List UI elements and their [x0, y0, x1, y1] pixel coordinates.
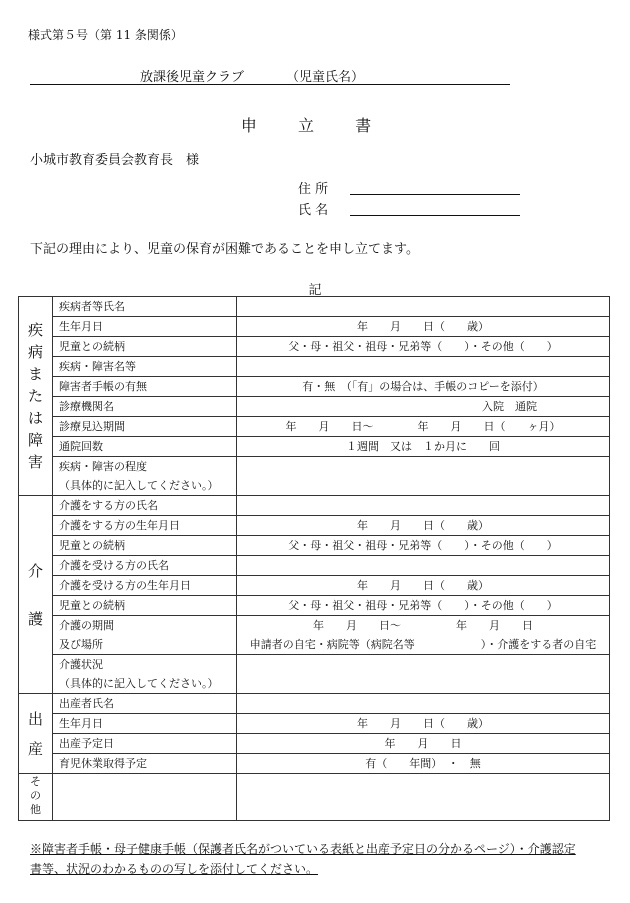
row-label: 生年月日 [53, 317, 237, 337]
row-value[interactable]: 父・母・祖父・祖母・兄弟等（ ）・その他（ ） [237, 596, 610, 616]
row-value[interactable]: 年 月 日 [237, 734, 610, 754]
row-label: 介護の期間 [53, 616, 237, 636]
table-row [19, 774, 610, 821]
row-label: 介護をする方の氏名 [53, 496, 237, 516]
name-field[interactable] [298, 199, 342, 218]
address-underline [350, 194, 520, 195]
name-underline [350, 215, 520, 216]
table-row [19, 417, 610, 437]
table-row [19, 655, 610, 675]
row-label: 生年月日 [53, 714, 237, 734]
table-row [19, 357, 610, 377]
row-label: 介護を受ける方の生年月日 [53, 576, 237, 596]
row-label: 及び場所 [53, 635, 237, 655]
row-label: 疾病・障害の程度 [53, 457, 237, 477]
row-label: 育児休業取得予定 [53, 754, 237, 774]
table-row [19, 397, 610, 417]
row-value[interactable]: 有（ 年間） ・ 無 [237, 754, 610, 774]
club-child-line[interactable] [30, 68, 510, 85]
table-row [19, 317, 610, 337]
table-row [19, 377, 610, 397]
care-period-value[interactable]: 年 月 日～ 年 月 日 [237, 616, 610, 636]
row-value[interactable]: 年 月 日（ 歳） [237, 714, 610, 734]
table-row [19, 297, 610, 317]
row-label: 児童との続柄 [53, 536, 237, 556]
table-row [19, 694, 610, 714]
footnote-line-1: ※障害者手帳・母子健康手帳（保護者氏名がついている表紙と出産予定日の分かるページ）・介護認定 [30, 842, 576, 856]
illness-section-label: 疾病または障害 [19, 297, 53, 496]
row-value[interactable]: 入院 通院 [237, 397, 610, 417]
table-row [19, 496, 610, 516]
table-row [19, 635, 610, 655]
footnote [30, 839, 610, 879]
form-number: 様式第５号（第 11 条関係） [28, 28, 183, 42]
row-value[interactable] [237, 496, 610, 516]
row-value[interactable]: 父・母・祖父・祖母・兄弟等（ ）・その他（ ） [237, 337, 610, 357]
row-label: （具体的に記入してください。） [53, 476, 237, 496]
table-row [19, 576, 610, 596]
page-title: 申 立 書 [240, 116, 390, 135]
name-label: 氏 名 [298, 203, 329, 218]
table-row [19, 556, 610, 576]
row-value[interactable]: 年 月 日（ 歳） [237, 516, 610, 536]
application-table [18, 296, 610, 821]
row-label: 疾病者等氏名 [53, 297, 237, 317]
row-value[interactable] [237, 457, 610, 496]
row-label: 疾病・障害名等 [53, 357, 237, 377]
row-value[interactable] [237, 774, 610, 821]
ki-heading: 記 [308, 283, 322, 298]
birth-section-label: 出産 [19, 694, 53, 774]
row-value[interactable]: 年 月 日（ 歳） [237, 576, 610, 596]
row-label: 出産者氏名 [53, 694, 237, 714]
row-label: 通院回数 [53, 437, 237, 457]
statement-text: 下記の理由により、児童の保育が困難であることを申し立てます。 [30, 242, 419, 257]
child-name-label: （児童氏名） [286, 70, 365, 85]
table-row [19, 516, 610, 536]
table-row [19, 457, 610, 477]
row-value[interactable] [237, 694, 610, 714]
table-row [19, 437, 610, 457]
table-row [19, 337, 610, 357]
row-label: 児童との続柄 [53, 596, 237, 616]
row-label: 出産予定日 [53, 734, 237, 754]
row-value[interactable]: 年 月 日～ 年 月 日（ ヶ月） [237, 417, 610, 437]
row-value[interactable] [237, 297, 610, 317]
care-place-value[interactable]: 申請者の自宅・病院等（病院名等 ）・介護をする者の自宅 [237, 635, 610, 655]
address-label: 住 所 [298, 182, 329, 197]
other-section-label: その他 [19, 774, 53, 821]
row-label: 診療見込期間 [53, 417, 237, 437]
footnote-line-2: 書等、状況のわかるものの写しを添付してください。 [30, 862, 319, 876]
row-label: 介護状況 [53, 655, 237, 675]
row-label: 児童との続柄 [53, 337, 237, 357]
row-value[interactable] [237, 556, 610, 576]
row-value[interactable]: 有・無 （「有」の場合は、手帳のコピーを添付） [237, 377, 610, 397]
table-row [19, 754, 610, 774]
table-row [19, 714, 610, 734]
row-value[interactable] [237, 655, 610, 694]
care-section-label: 介護 [19, 496, 53, 694]
row-label: 障害者手帳の有無 [53, 377, 237, 397]
row-label: 介護を受ける方の氏名 [53, 556, 237, 576]
row-value[interactable]: 父・母・祖父・祖母・兄弟等（ ）・その他（ ） [237, 536, 610, 556]
table-row [19, 536, 610, 556]
table-row [19, 734, 610, 754]
club-name-label: 放課後児童クラブ [140, 70, 245, 85]
addressee: 小城市教育委員会教育長 様 [30, 153, 200, 168]
row-value[interactable]: 年 月 日（ 歳） [237, 317, 610, 337]
table-row [19, 596, 610, 616]
row-label: 診療機関名 [53, 397, 237, 417]
row-value[interactable] [237, 357, 610, 377]
row-label: （具体的に記入してください。） [53, 674, 237, 694]
address-field[interactable] [298, 178, 342, 197]
table-row [19, 616, 610, 636]
row-value[interactable]: １週間 又は １か月に 回 [237, 437, 610, 457]
row-label: 介護をする方の生年月日 [53, 516, 237, 536]
row-label[interactable] [53, 774, 237, 821]
